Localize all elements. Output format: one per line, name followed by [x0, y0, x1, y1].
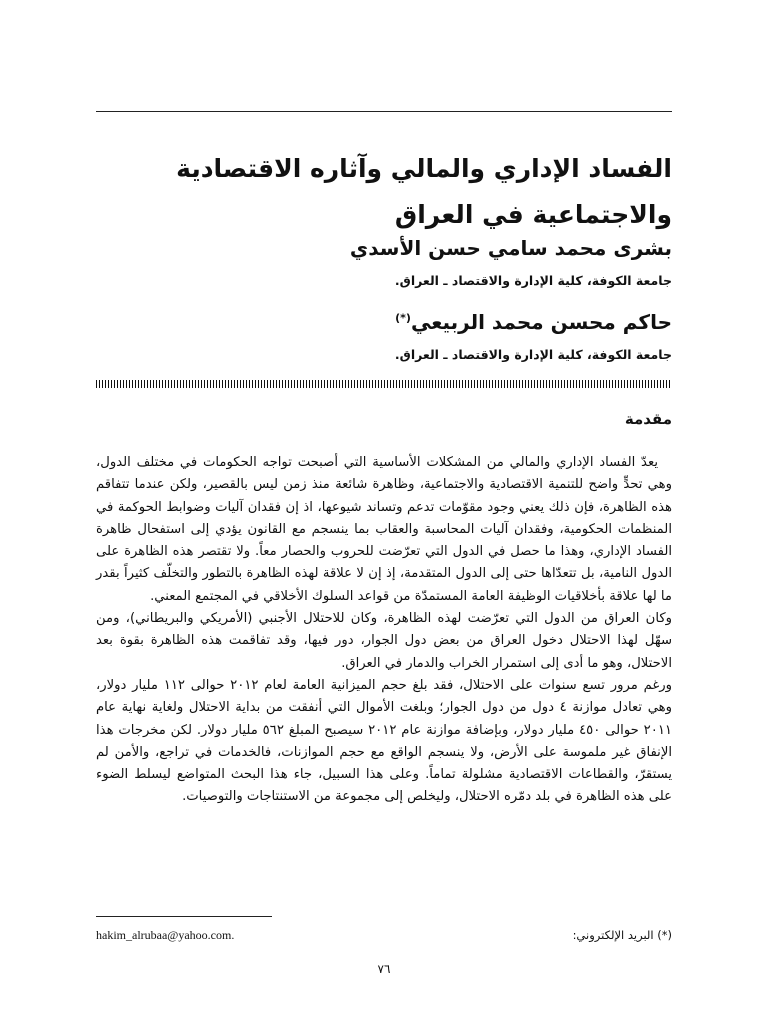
footnote-mark: (*) — [395, 311, 411, 325]
page-number: ٧٦ — [377, 962, 391, 976]
section-heading: مقدمة — [624, 410, 672, 428]
author-affiliation-2: جامعة الكوفة، كلية الإدارة والاقتصاد ـ العراق. — [394, 347, 672, 362]
author-2-name: حاكم محسن محمد الربيعي — [410, 310, 672, 334]
paragraph: وكان العراق من الدول التي تعرّضت لهذه الظاهرة، وكان للاحتلال الأجنبي (الأمريكي والبريطاني)، ومن سهّل لهذا الاحتلال دخول العراق من بعض دول الجوار، دور فيها، وقد تفاقمت هذه الظاهرة بقوة بعد الاحتلال، وهو ما أدى إلى استمرار الخراب والدمار في العراق. — [96, 611, 672, 671]
paragraph: يعدّ الفساد الإداري والمالي من المشكلات الأساسية التي أصبحت تواجه الحكومات في مختلف الدول، وهي تحدٍّ واضح للتنمية الاقتصادية والاجتماعية، وظاهرة شائعة منذ زمن ليس بالقصير، ولكن عندما تتفاقم هذه الظاهرة، فإن ذلك يعني وجود مقوّمات تدعم وتساند شيوعها، اذ إن فقدان آليات وضوابط الحوكمة في المنظمات الحكومية، وفقدان آليات المحاسبة والعقاب بما ينسجم مع القانون يؤدي إلى استفحال ظاهرة الفساد الإداري، وهذا ما حصل في الدول التي تعرّضت للحروب والحصار معاً. ولا تقتصر هذه الظاهرة على الدول النامية، بل تتعدّاها حتى إلى الدول المتقدمة، إذ إن لا علاقة لهذه الظاهرة بالتطور والتخلّف كثيراً بقدر ما لها علاقة بأخلاقيات الوظيفة العامة المستمدّة من قواعد السلوك الأخلاقي في المجتمع المعني. — [96, 455, 672, 604]
footnote — [96, 928, 672, 943]
author-name-1 — [350, 236, 672, 260]
body-text — [96, 452, 672, 809]
footnote-label: (*) البريد الإلكتروني: — [572, 928, 672, 942]
article-title: الفساد الإداري والمالي وآثاره الاقتصادية والاجتماعية في العراق — [176, 154, 672, 229]
hatched-divider — [96, 380, 672, 388]
author-1-name: بشرى محمد سامي حسن الأسدي — [349, 236, 672, 260]
author-name-2 — [395, 310, 672, 334]
header-rule — [96, 111, 672, 112]
author-affiliation-1: جامعة الكوفة، كلية الإدارة والاقتصاد ـ العراق. — [394, 273, 672, 288]
paragraph: ورغم مرور تسع سنوات على الاحتلال، فقد بلغ حجم الميزانية العامة لعام ٢٠١٢ حوالى ١١٢ مليار دولار، وهي تعادل موازنة ٤ دول من دول الجوار؛ وبلغت الأموال التي أنفقت من بداية الاحتلال ولغاية نهاية عام ٢٠١١ حوالى ٤٥٠ مليار دولار، وبإضافة موازنة عام ٢٠١٢ سيصبح المبلغ ٥٦٢ مليار دولار. لكن مخرجات هذا الإنفاق غير ملموسة على الأرض، ولا ينسجم الواقع مع حجم الموازنات، فالخدمات في تراجع، والأمن لم يستقرّ، والقطاعات الاقتصادية مشلولة تماماً. وعلى هذا السبيل، جاء هذا البحث المتواضع ليسلط الضوء على هذه الظاهرة في بلد دمّره الاحتلال، وليخلص إلى مجموعة من الاستنتاجات والتوصيات. — [96, 677, 673, 805]
article-page — [96, 0, 672, 1024]
footnote-rule — [96, 916, 272, 917]
footnote-email[interactable]: hakim_alrubaa@yahoo.com. — [96, 928, 235, 942]
